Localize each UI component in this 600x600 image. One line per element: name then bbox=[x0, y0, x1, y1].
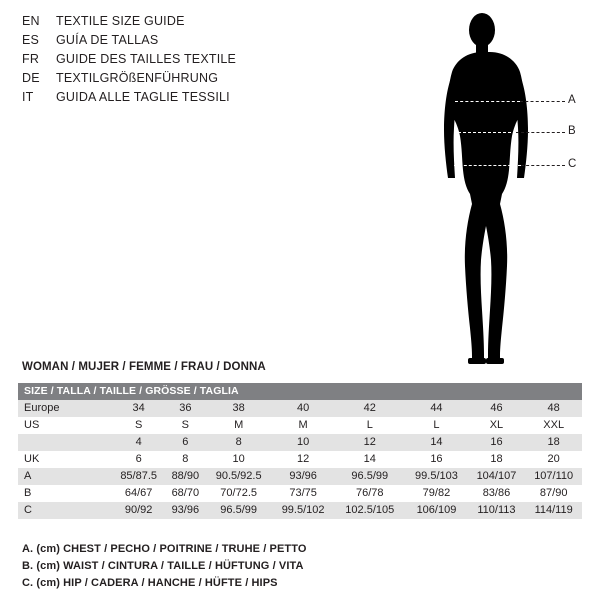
cell: 73/75 bbox=[272, 485, 334, 502]
cell: 104/107 bbox=[468, 468, 526, 485]
row-label-europe: Europe bbox=[18, 400, 112, 417]
title-row-fr bbox=[22, 52, 352, 71]
cell: 38 bbox=[205, 400, 272, 417]
table-row bbox=[18, 468, 582, 485]
cell: 88/90 bbox=[165, 468, 205, 485]
table-row bbox=[18, 434, 582, 451]
cell: 14 bbox=[405, 434, 467, 451]
row-label-b: B bbox=[18, 485, 112, 502]
cell: 76/78 bbox=[334, 485, 405, 502]
table-row bbox=[18, 400, 582, 417]
table-row bbox=[18, 451, 582, 468]
cell: 46 bbox=[468, 400, 526, 417]
cell: 4 bbox=[112, 434, 165, 451]
size-table bbox=[18, 383, 582, 519]
row-label-a: A bbox=[18, 468, 112, 485]
cell: 18 bbox=[525, 434, 582, 451]
title-lang-es: ES bbox=[22, 33, 40, 47]
female-silhouette-icon bbox=[410, 8, 590, 373]
cell: 42 bbox=[334, 400, 405, 417]
cell: 8 bbox=[165, 451, 205, 468]
cell: 40 bbox=[272, 400, 334, 417]
title-text-fr: GUIDE DES TAILLES TEXTILE bbox=[56, 52, 237, 66]
measure-label-a: A bbox=[568, 94, 576, 106]
cell: 48 bbox=[525, 400, 582, 417]
cell: L bbox=[405, 417, 467, 434]
cell: L bbox=[334, 417, 405, 434]
cell: 110/113 bbox=[468, 502, 526, 519]
measure-line-b-outer bbox=[516, 132, 565, 133]
cell: 85/87.5 bbox=[112, 468, 165, 485]
cell: S bbox=[112, 417, 165, 434]
note-c: C. (cm) HIP / CADERA / HANCHE / HÜFTE / HIPS bbox=[22, 577, 278, 589]
section-heading: WOMAN / MUJER / FEMME / FRAU / DONNA bbox=[22, 361, 266, 373]
title-text-de: TEXTILGRÖßENFÜHRUNG bbox=[56, 71, 219, 85]
cell: 87/90 bbox=[525, 485, 582, 502]
row-label-us-numeric bbox=[18, 434, 112, 451]
title-row-en bbox=[22, 14, 352, 33]
cell: 106/109 bbox=[405, 502, 467, 519]
table-header-row bbox=[18, 383, 582, 400]
cell: 44 bbox=[405, 400, 467, 417]
measure-line-a-inner bbox=[455, 101, 520, 102]
cell: 16 bbox=[405, 451, 467, 468]
cell: 20 bbox=[525, 451, 582, 468]
cell: 34 bbox=[112, 400, 165, 417]
cell: 96.5/99 bbox=[334, 468, 405, 485]
cell: 12 bbox=[334, 434, 405, 451]
cell: 6 bbox=[165, 434, 205, 451]
row-label-c: C bbox=[18, 502, 112, 519]
cell: 36 bbox=[165, 400, 205, 417]
measure-label-b: B bbox=[568, 125, 576, 137]
title-lang-fr: FR bbox=[22, 52, 40, 66]
cell: 16 bbox=[468, 434, 526, 451]
cell: 68/70 bbox=[165, 485, 205, 502]
cell: 10 bbox=[272, 434, 334, 451]
title-row-it bbox=[22, 90, 352, 109]
cell: XXL bbox=[525, 417, 582, 434]
cell: S bbox=[165, 417, 205, 434]
cell: 96.5/99 bbox=[205, 502, 272, 519]
note-a: A. (cm) CHEST / PECHO / POITRINE / TRUHE / PETTO bbox=[22, 543, 307, 555]
cell: XL bbox=[468, 417, 526, 434]
cell: 90/92 bbox=[112, 502, 165, 519]
measurement-notes bbox=[22, 541, 542, 592]
measure-line-b-inner bbox=[458, 132, 516, 133]
measure-line-a-outer bbox=[520, 101, 565, 102]
cell: 18 bbox=[468, 451, 526, 468]
measure-label-c: C bbox=[568, 158, 577, 170]
cell: 107/110 bbox=[525, 468, 582, 485]
measure-line-c-inner bbox=[454, 165, 521, 166]
cell: 14 bbox=[334, 451, 405, 468]
note-b: B. (cm) WAIST / CINTURA / TAILLE / HÜFTUNG / VITA bbox=[22, 560, 304, 572]
title-lang-en: EN bbox=[22, 14, 40, 28]
title-text-it: GUIDA ALLE TAGLIE TESSILI bbox=[56, 90, 230, 104]
measure-line-c-outer bbox=[521, 165, 565, 166]
title-lang-it: IT bbox=[22, 90, 34, 104]
cell: 6 bbox=[112, 451, 165, 468]
title-text-es: GUÍA DE TALLAS bbox=[56, 33, 159, 47]
title-lang-de: DE bbox=[22, 71, 40, 85]
cell: 83/86 bbox=[468, 485, 526, 502]
cell: 90.5/92.5 bbox=[205, 468, 272, 485]
cell: 99.5/102 bbox=[272, 502, 334, 519]
row-label-us: US bbox=[18, 417, 112, 434]
cell: 93/96 bbox=[272, 468, 334, 485]
table-row bbox=[18, 502, 582, 519]
cell: 79/82 bbox=[405, 485, 467, 502]
cell: 8 bbox=[205, 434, 272, 451]
title-row-de bbox=[22, 71, 352, 90]
cell: 102.5/105 bbox=[334, 502, 405, 519]
cell: 64/67 bbox=[112, 485, 165, 502]
table-row bbox=[18, 417, 582, 434]
cell: 70/72.5 bbox=[205, 485, 272, 502]
title-text-en: TEXTILE SIZE GUIDE bbox=[56, 14, 185, 28]
cell: 99.5/103 bbox=[405, 468, 467, 485]
body-figure bbox=[410, 8, 590, 373]
cell: 93/96 bbox=[165, 502, 205, 519]
title-row-es bbox=[22, 33, 352, 52]
table-row bbox=[18, 485, 582, 502]
row-label-uk: UK bbox=[18, 451, 112, 468]
cell: M bbox=[272, 417, 334, 434]
table-header-label: SIZE / TALLA / TAILLE / GRÖSSE / TAGLIA bbox=[18, 383, 582, 400]
cell: 114/119 bbox=[525, 502, 582, 519]
title-block bbox=[22, 14, 352, 109]
cell: 10 bbox=[205, 451, 272, 468]
cell: M bbox=[205, 417, 272, 434]
cell: 12 bbox=[272, 451, 334, 468]
